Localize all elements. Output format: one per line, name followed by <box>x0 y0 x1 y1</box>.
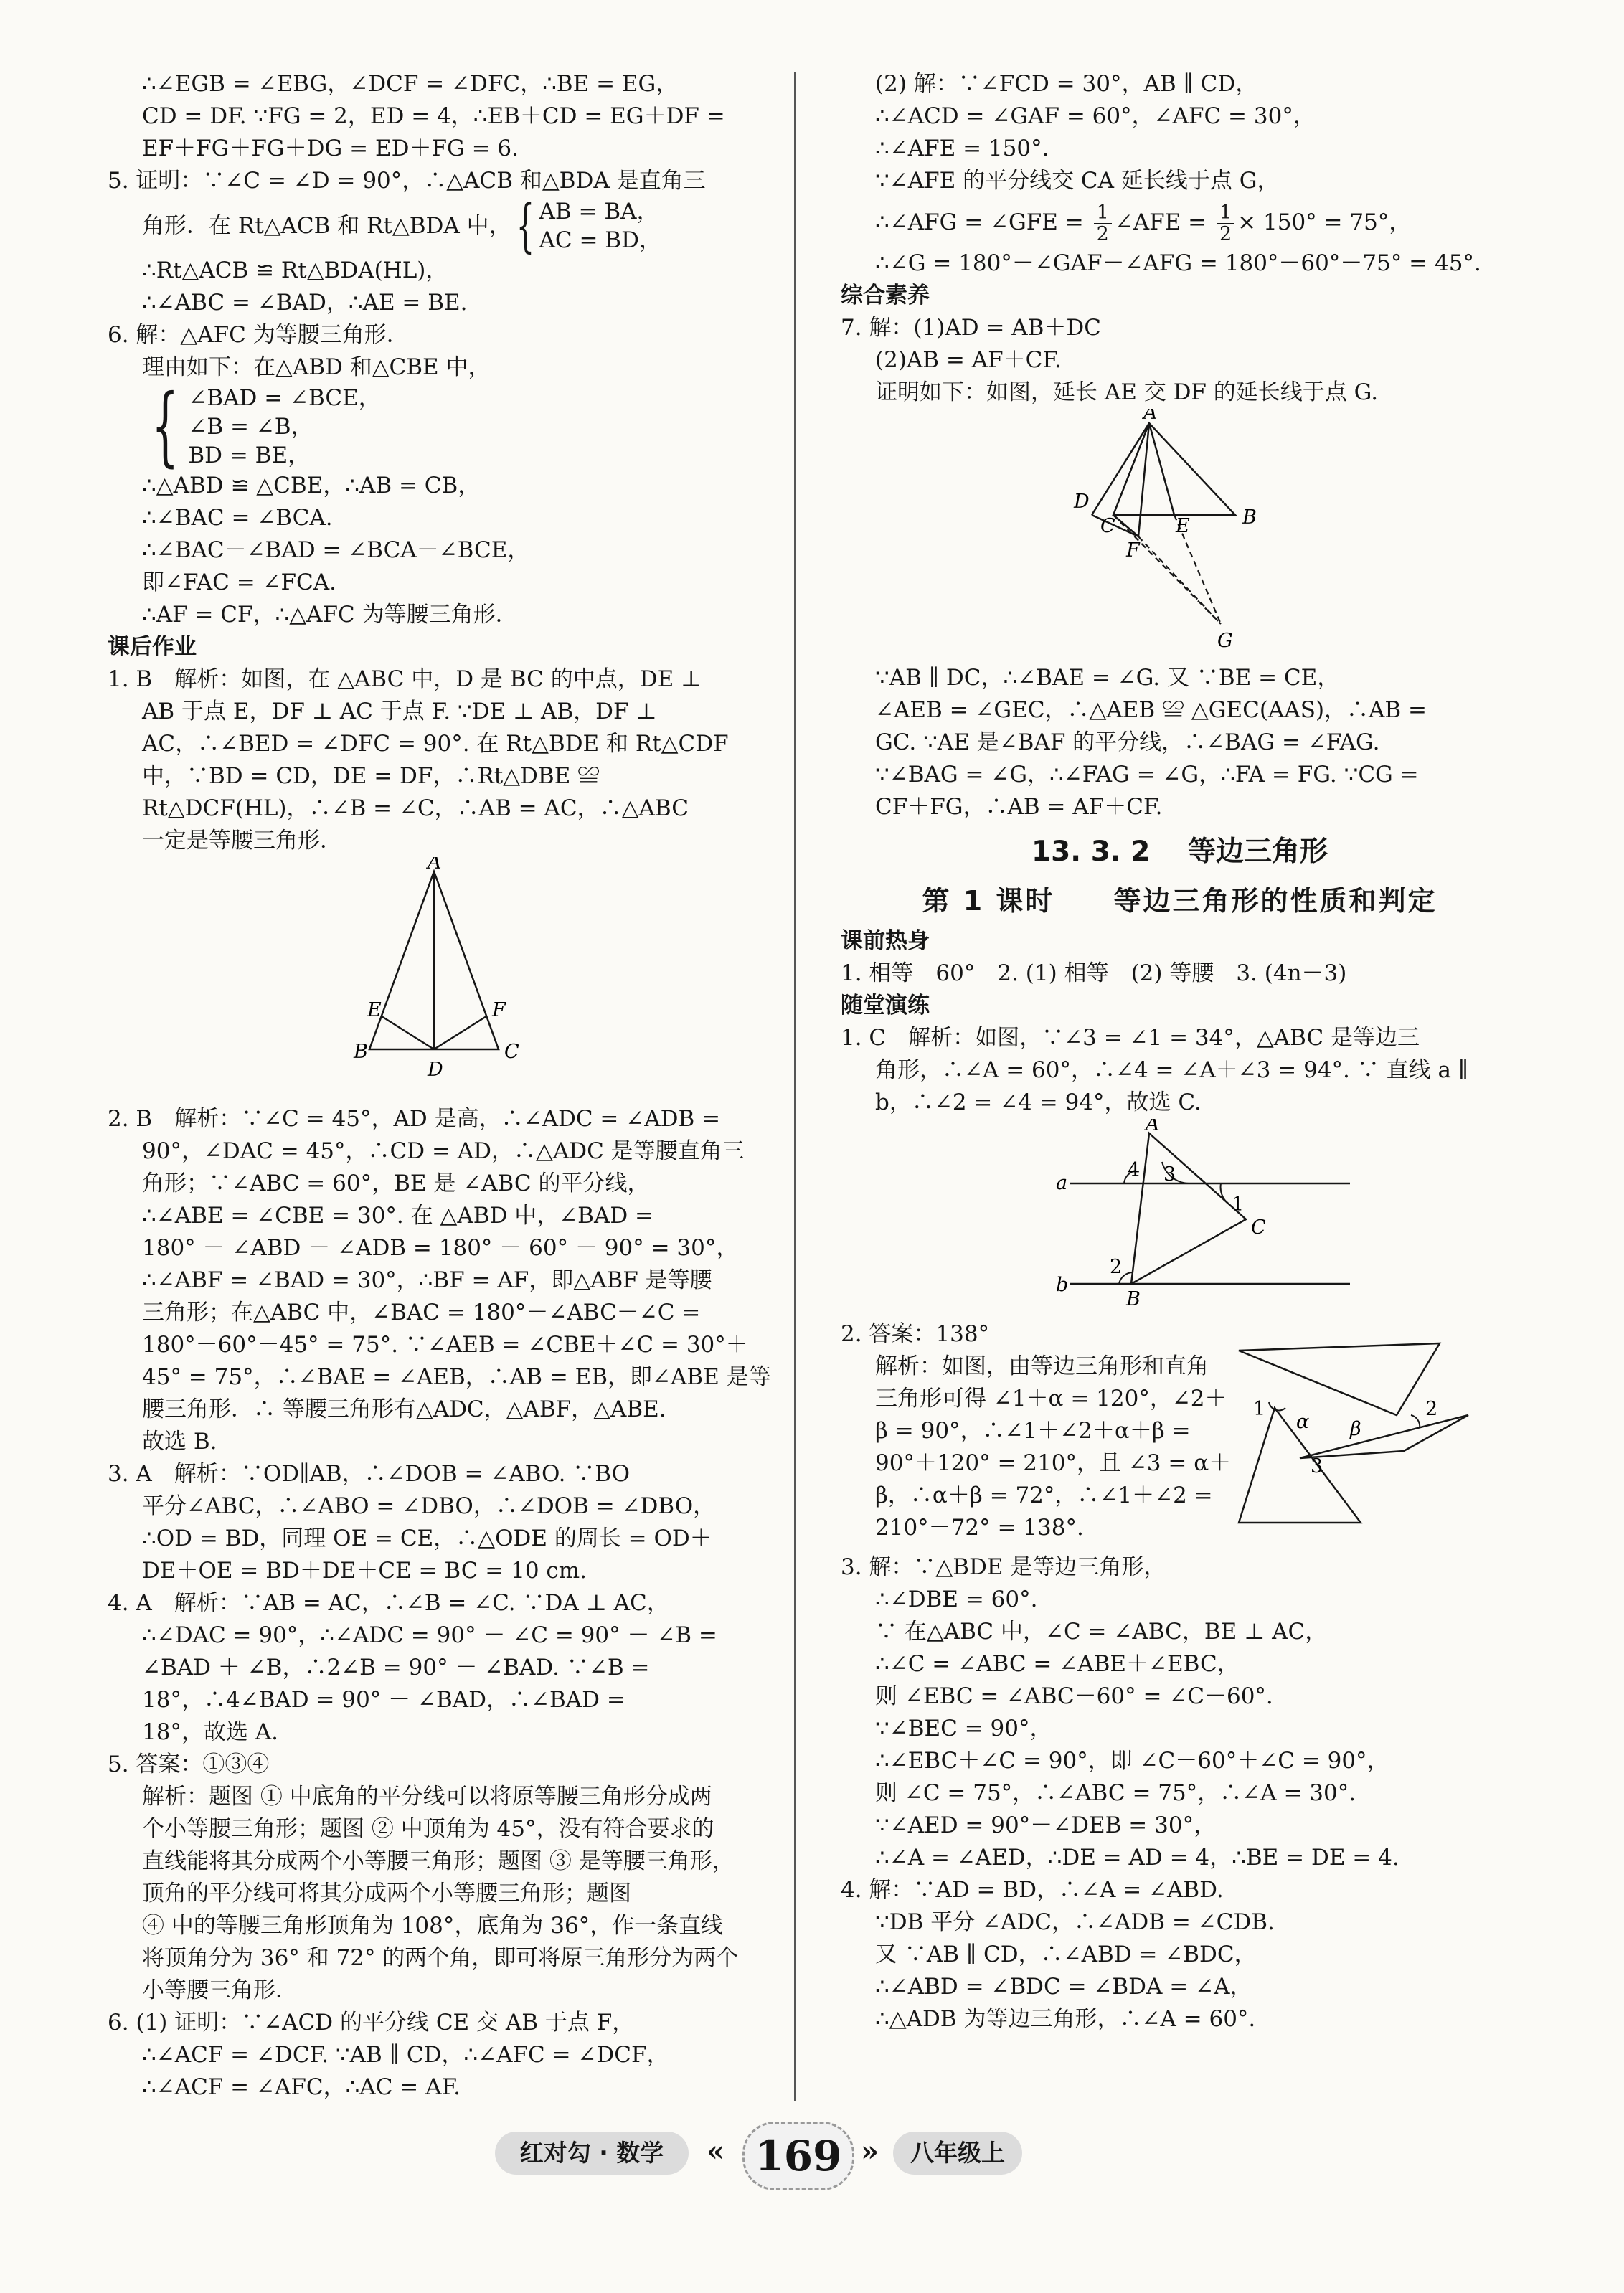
text-line: 中，∵BD = CD，DE = DF，∴Rt△DBE ≌ <box>142 763 600 789</box>
text-line: ∴∠G = 180°－∠GAF－∠AFG = 180°－60°－75° = 45°. <box>875 250 1481 276</box>
fraction-lead: ∴∠AFG = ∠GFE = <box>875 209 1091 235</box>
text-line: ∴∠EBC＋∠C = 90°，即 ∠C－60°＋∠C = 90°， <box>875 1748 1389 1774</box>
brace-symbol: { <box>151 377 179 476</box>
text-line: ∵∠BAG = ∠G，∴∠FAG = ∠G，∴FA = FG. ∵CG = <box>875 762 1419 788</box>
text-line: 理由如下：在△ABD 和△CBE 中， <box>142 354 491 380</box>
text-line: ∴AF = CF，∴△AFC 为等腰三角形． <box>142 602 518 628</box>
text-line: 45° = 75°，∴∠BAE = ∠AEB，∴AB = EB，即∠ABE 是等 <box>142 1364 771 1390</box>
figure-parallel-lines-triangle <box>841 1119 1519 1309</box>
text-line: 1. 相等 60° 2. (1) 相等 (2) 等腰 3. (4n－3) <box>841 960 1347 986</box>
figure-fig1 <box>108 857 785 1103</box>
text-line: ∴∠ACF = ∠DCF. ∵AB ∥ CD，∴∠AFC = ∠DCF， <box>142 2042 669 2068</box>
fig3-label-a: a <box>1056 1172 1068 1194</box>
text-line: Rt△DCF(HL)，∴∠B = ∠C，∴AB = AC，∴△ABC <box>142 795 689 821</box>
lesson-title: 第 1 课时 等边三角形的性质和判定 <box>922 885 1437 917</box>
fig2-label-C: C <box>1100 515 1115 537</box>
section-heading: 课前热身 <box>841 928 930 954</box>
fig2-label-D: D <box>1074 491 1090 513</box>
text-line: ∴∠ABE = ∠CBE = 30°. 在 △ABD 中，∠BAD = <box>142 1203 654 1229</box>
text-line: ∵∠AED = 90°－∠DEB = 30°， <box>875 1812 1217 1838</box>
text-line: (2)AB = AF＋CF. <box>875 347 1062 373</box>
fig2-label-F: F <box>1126 539 1140 562</box>
text-line: β = 90°，∴∠1＋∠2＋α＋β = <box>875 1418 1191 1444</box>
fig3-angle-1: 1 <box>1232 1193 1245 1216</box>
fraction-half <box>1094 203 1112 245</box>
text-line: ∴∠BAC－∠BAD = ∠BCA－∠BCE， <box>142 537 530 563</box>
text-line: ∵ 在△ABC 中，∠C = ∠ABC，BE ⊥ AC， <box>875 1619 1328 1645</box>
text-line: 解析：题图 ① 中底角的平分线可以将原等腰三角形分成两 <box>142 1784 712 1810</box>
system-row: ∠BAD = ∠BCE， <box>188 385 381 411</box>
text-line: ∴∠ACF = ∠AFC，∴AC = AF. <box>142 2074 461 2100</box>
fig4-angle-2: 2 <box>1425 1398 1438 1420</box>
figure-triangle-rulers <box>1232 1336 1490 1530</box>
figure-fig4 <box>1232 1336 1490 1539</box>
section-title: 13. 3. 2 等边三角形 <box>1031 836 1328 868</box>
text-line: 18°，∴4∠BAD = 90° － ∠BAD，∴∠BAD = <box>142 1687 625 1713</box>
text-line: CD = DF. ∵FG = 2，ED = 4，∴EB＋CD = EG＋DF = <box>142 103 725 129</box>
fig1-label-F: F <box>492 999 506 1021</box>
text-line: 又 ∵AB ∥ CD，∴∠ABD = ∠BDC， <box>875 1942 1257 1967</box>
text-line: ∠BAD ＋ ∠B，∴2∠B = 90° － ∠BAD. ∵∠B = <box>142 1655 650 1680</box>
equation-system <box>539 197 661 255</box>
fig1-label-E: E <box>367 999 382 1021</box>
text-line: 角形；∵∠ABC = 60°，BE 是 ∠ABC 的平分线， <box>142 1171 650 1196</box>
answer-with-figure <box>841 1351 1519 1551</box>
fig3-label-b: b <box>1056 1274 1069 1296</box>
text-line: 5. 答案：①③④ <box>108 1751 270 1777</box>
text-line: ④ 中的等腰三角形顶角为 108°，底角为 36°，作一条直线 <box>142 1913 724 1939</box>
text-line: 1. C 解析：如图，∵∠3 = ∠1 = 34°，△ABC 是等边三 <box>841 1025 1420 1051</box>
text-line: 顶角的平分线可将其分成两个小等腰三角形；题图 <box>142 1881 631 1906</box>
section-heading: 课后作业 <box>108 634 197 660</box>
fig3-label-B: B <box>1126 1288 1141 1309</box>
text-line: 1. B 解析：如图，在 △ABC 中，D 是 BC 的中点，DE ⊥ <box>108 666 702 692</box>
fig4-angle-1: 1 <box>1253 1398 1266 1420</box>
text-line: 三角形；在△ABC 中，∠BAC = 180°－∠ABC－∠C = <box>142 1300 701 1325</box>
system-prefix: 角形．在 Rt△ACB 和 Rt△BDA 中， <box>142 212 511 239</box>
fig1-label-A: A <box>428 857 442 874</box>
text-line: ∵∠BEC = 90°， <box>875 1716 1052 1741</box>
text-line: 6. 解：△AFC 为等腰三角形． <box>108 322 409 348</box>
text-line: 一定是等腰三角形． <box>142 828 342 854</box>
fig2-label-A: A <box>1143 409 1158 424</box>
section-heading: 随堂演练 <box>841 993 930 1018</box>
text-line: 即∠FAC = ∠FCA. <box>142 569 337 595</box>
text-line: 90°＋120° = 210°，且 ∠3 = α＋ <box>875 1450 1232 1476</box>
fraction-tail: × 150° = 75°， <box>1237 209 1412 235</box>
fig4-beta: β <box>1350 1418 1361 1440</box>
text-line: 将顶角分为 36° 和 72° 的两个角，即可将原三角形分为两个 <box>142 1945 739 1971</box>
text-line-system <box>108 192 785 259</box>
fig1-label-C: C <box>504 1041 519 1063</box>
text-line: AB 于点 E，DF ⊥ AC 于点 F. ∵DE ⊥ AB，DF ⊥ <box>142 699 657 724</box>
text-line: ∵∠AFE 的平分线交 CA 延长线于点 G， <box>875 168 1280 194</box>
text-line-fraction <box>841 197 1519 247</box>
text-line: 6. (1) 证明：∵∠ACD 的平分线 CE 交 AB 于点 F， <box>108 2010 635 2036</box>
text-line: 直线能将其分成两个小等腰三角形；题图 ③ 是等腰三角形， <box>142 1848 735 1874</box>
text-line: DE＋OE = BD＋DE＋CE = BC = 10 cm. <box>142 1558 587 1584</box>
fig3-label-A: A <box>1146 1119 1160 1135</box>
right-column <box>841 68 1519 2036</box>
brace-symbol: { <box>516 192 534 259</box>
section-heading: 综合素养 <box>841 283 930 308</box>
text-line: 180° － ∠ABD － ∠ADB = 180° － 60° － 90° = 30°， <box>142 1235 739 1261</box>
text-line: ∴∠ABC = ∠BAD，∴AE = BE. <box>142 290 468 316</box>
fig4-alpha: α <box>1296 1411 1310 1433</box>
fig4-angle-3: 3 <box>1311 1455 1323 1478</box>
fig3-angle-2: 2 <box>1110 1256 1123 1278</box>
figure-isosceles-triangle <box>108 857 785 1094</box>
text-line: 平分∠ABC，∴∠ABO = ∠DBO，∴∠DOB = ∠DBO， <box>142 1493 716 1519</box>
column-divider <box>794 72 796 2101</box>
text-line: AC，∴∠BED = ∠DFC = 90°. 在 Rt△BDE 和 Rt△CDF <box>142 731 729 757</box>
text-line: 90°，∠DAC = 45°，∴CD = AD，∴△ADC 是等腰直角三 <box>142 1138 745 1164</box>
equation-system <box>188 384 380 470</box>
text-line: ∴∠EGB = ∠EBG，∠DCF = ∠DFC，∴BE = EG， <box>142 71 679 97</box>
fig2-label-B: B <box>1242 506 1257 529</box>
system-row: BD = BE， <box>188 443 311 468</box>
page-footer <box>0 2122 1624 2193</box>
text-line-system <box>108 377 785 476</box>
figure-extension-proof <box>841 409 1519 653</box>
text-line: ∴∠A = ∠AED，∴DE = AD = 4，∴BE = DE = 4. <box>875 1845 1399 1871</box>
text-line: b，∴∠2 = ∠4 = 94°，故选 C. <box>875 1089 1202 1115</box>
text-line: 18°，故选 A. <box>142 1719 279 1745</box>
numerator: 1 <box>1094 203 1112 224</box>
fig2-label-G: G <box>1217 630 1233 652</box>
text-line: 2. B 解析：∵∠C = 45°，AD 是高，∴∠ADC = ∠ADB = <box>108 1106 721 1132</box>
text-line: ∠AEB = ∠GEC，∴△AEB ≌ △GEC(AAS)，∴AB = <box>875 697 1427 723</box>
system-row: AB = BA， <box>539 199 659 224</box>
text-line: ∵DB 平分 ∠ADC，∴∠ADB = ∠CDB. <box>875 1909 1275 1935</box>
text-line: EF＋FG＋FG＋DG = ED＋FG = 6. <box>142 136 519 161</box>
text-line: 3. 解：∵△BDE 是等边三角形， <box>841 1554 1166 1580</box>
fig1-label-D: D <box>428 1059 443 1081</box>
text-line: 4. 解：∵AD = BD，∴∠A = ∠ABD. <box>841 1877 1224 1903</box>
left-column <box>108 68 785 2104</box>
figure-fig2 <box>841 409 1519 662</box>
text-line: ∴∠C = ∠ABC = ∠ABE＋∠EBC， <box>875 1651 1240 1677</box>
text-line: 证明如下：如图，延长 AE 交 DF 的延长线于点 G. <box>875 379 1379 405</box>
text-line: GC. ∵AE 是∠BAF 的平分线，∴∠BAG = ∠FAG. <box>875 729 1380 755</box>
text-line: 小等腰三角形． <box>142 1977 298 2003</box>
text-line: 解析：如图，由等边三角形和直角 <box>875 1353 1209 1379</box>
footer-left-chevron: « <box>707 2134 724 2168</box>
system-row: AC = BD， <box>539 227 661 253</box>
footer-book-title: 红对勾 · 数学 <box>495 2132 689 2175</box>
text-line: (2) 解：∵∠FCD = 30°，AB ∥ CD， <box>875 71 1258 97</box>
fig3-label-C: C <box>1251 1216 1266 1239</box>
text-line: ∴∠DBE = 60°. <box>875 1587 1038 1612</box>
footer-right-chevron: » <box>861 2134 879 2168</box>
text-line: 180°－60°－45° = 75°. ∵∠AEB = ∠CBE＋∠C = 30°＋ <box>142 1332 748 1358</box>
fig2-label-E: E <box>1176 515 1190 537</box>
fig1-label-B: B <box>354 1041 368 1063</box>
page-number: 169 <box>742 2122 854 2190</box>
footer-grade: 八年级上 <box>893 2132 1022 2175</box>
text-line: 5. 证明：∵∠C = ∠D = 90°，∴△ACB 和△BDA 是直角三 <box>108 168 706 194</box>
text-line: 角形，∴∠A = 60°，∴∠4 = ∠A＋∠3 = 94°. ∵ 直线 a ∥ <box>875 1057 1469 1083</box>
figure-fig3 <box>841 1119 1519 1318</box>
text-line: ∴∠DAC = 90°，∴∠ADC = 90° － ∠C = 90° － ∠B = <box>142 1622 717 1648</box>
text-line: ∴∠ABD = ∠BDC = ∠BDA = ∠A， <box>875 1974 1252 2000</box>
text-line: ∴∠ABF = ∠BAD = 30°，∴BF = AF，即△ABF 是等腰 <box>142 1267 712 1293</box>
fraction-mid: ∠AFE = <box>1114 209 1214 235</box>
numerator: 1 <box>1217 203 1234 224</box>
text-line: 210°－72° = 138°. <box>875 1515 1084 1541</box>
fig3-angle-4: 4 <box>1128 1159 1141 1181</box>
text-line: 2. 答案：138° <box>841 1321 990 1347</box>
text-line: 腰三角形．∴ 等腰三角形有△ADC，△ABF，△ABE. <box>142 1396 666 1422</box>
text-line: 则 ∠EBC = ∠ABC－60° = ∠C－60°. <box>875 1683 1273 1709</box>
text-line: β，∴α＋β = 72°，∴∠1＋∠2 = <box>875 1483 1213 1508</box>
text-line: 个小等腰三角形；题图 ② 中顶角为 45°，没有符合要求的 <box>142 1816 714 1842</box>
text-line: ∴△ADB 为等边三角形，∴∠A = 60°. <box>875 2006 1256 2032</box>
denominator: 2 <box>1219 222 1232 245</box>
text-line: ∴△ABD ≌ △CBE，∴AB = CB， <box>142 473 481 498</box>
text-line: 则 ∠C = 75°，∴∠ABC = 75°，∴∠A = 30°. <box>875 1780 1356 1806</box>
text-line: ∴∠AFE = 150°. <box>875 136 1049 161</box>
denominator: 2 <box>1096 222 1109 245</box>
text-line: ∴OD = BD，同理 OE = CE，∴△ODE 的周长 = OD＋ <box>142 1526 712 1551</box>
text-line: 4. A 解析：∵AB = AC，∴∠B = ∠C. ∵DA ⊥ AC， <box>108 1590 669 1616</box>
text-line: ∵AB ∥ DC，∴∠BAE = ∠G. 又 ∵BE = CE， <box>875 665 1340 691</box>
text-line: ∴∠ACD = ∠GAF = 60°，∠AFC = 30°， <box>875 103 1316 129</box>
text-line: CF＋FG，∴AB = AF＋CF. <box>875 794 1163 820</box>
text-line: 7. 解：(1)AD = AB＋DC <box>841 315 1102 341</box>
text-line: 故选 B. <box>142 1429 217 1455</box>
fig3-angle-3: 3 <box>1163 1163 1176 1186</box>
text-line: 三角形可得 ∠1＋α = 120°，∠2＋ <box>875 1386 1227 1412</box>
fraction-half <box>1217 203 1234 245</box>
text-line: 3. A 解析：∵OD∥AB，∴∠DOB = ∠ABO. ∵BO <box>108 1461 631 1487</box>
text-line: ∴Rt△ACB ≌ Rt△BDA(HL)， <box>142 257 448 283</box>
text-line: ∴∠BAC = ∠BCA. <box>142 505 333 531</box>
system-row: ∠B = ∠B， <box>188 414 313 440</box>
